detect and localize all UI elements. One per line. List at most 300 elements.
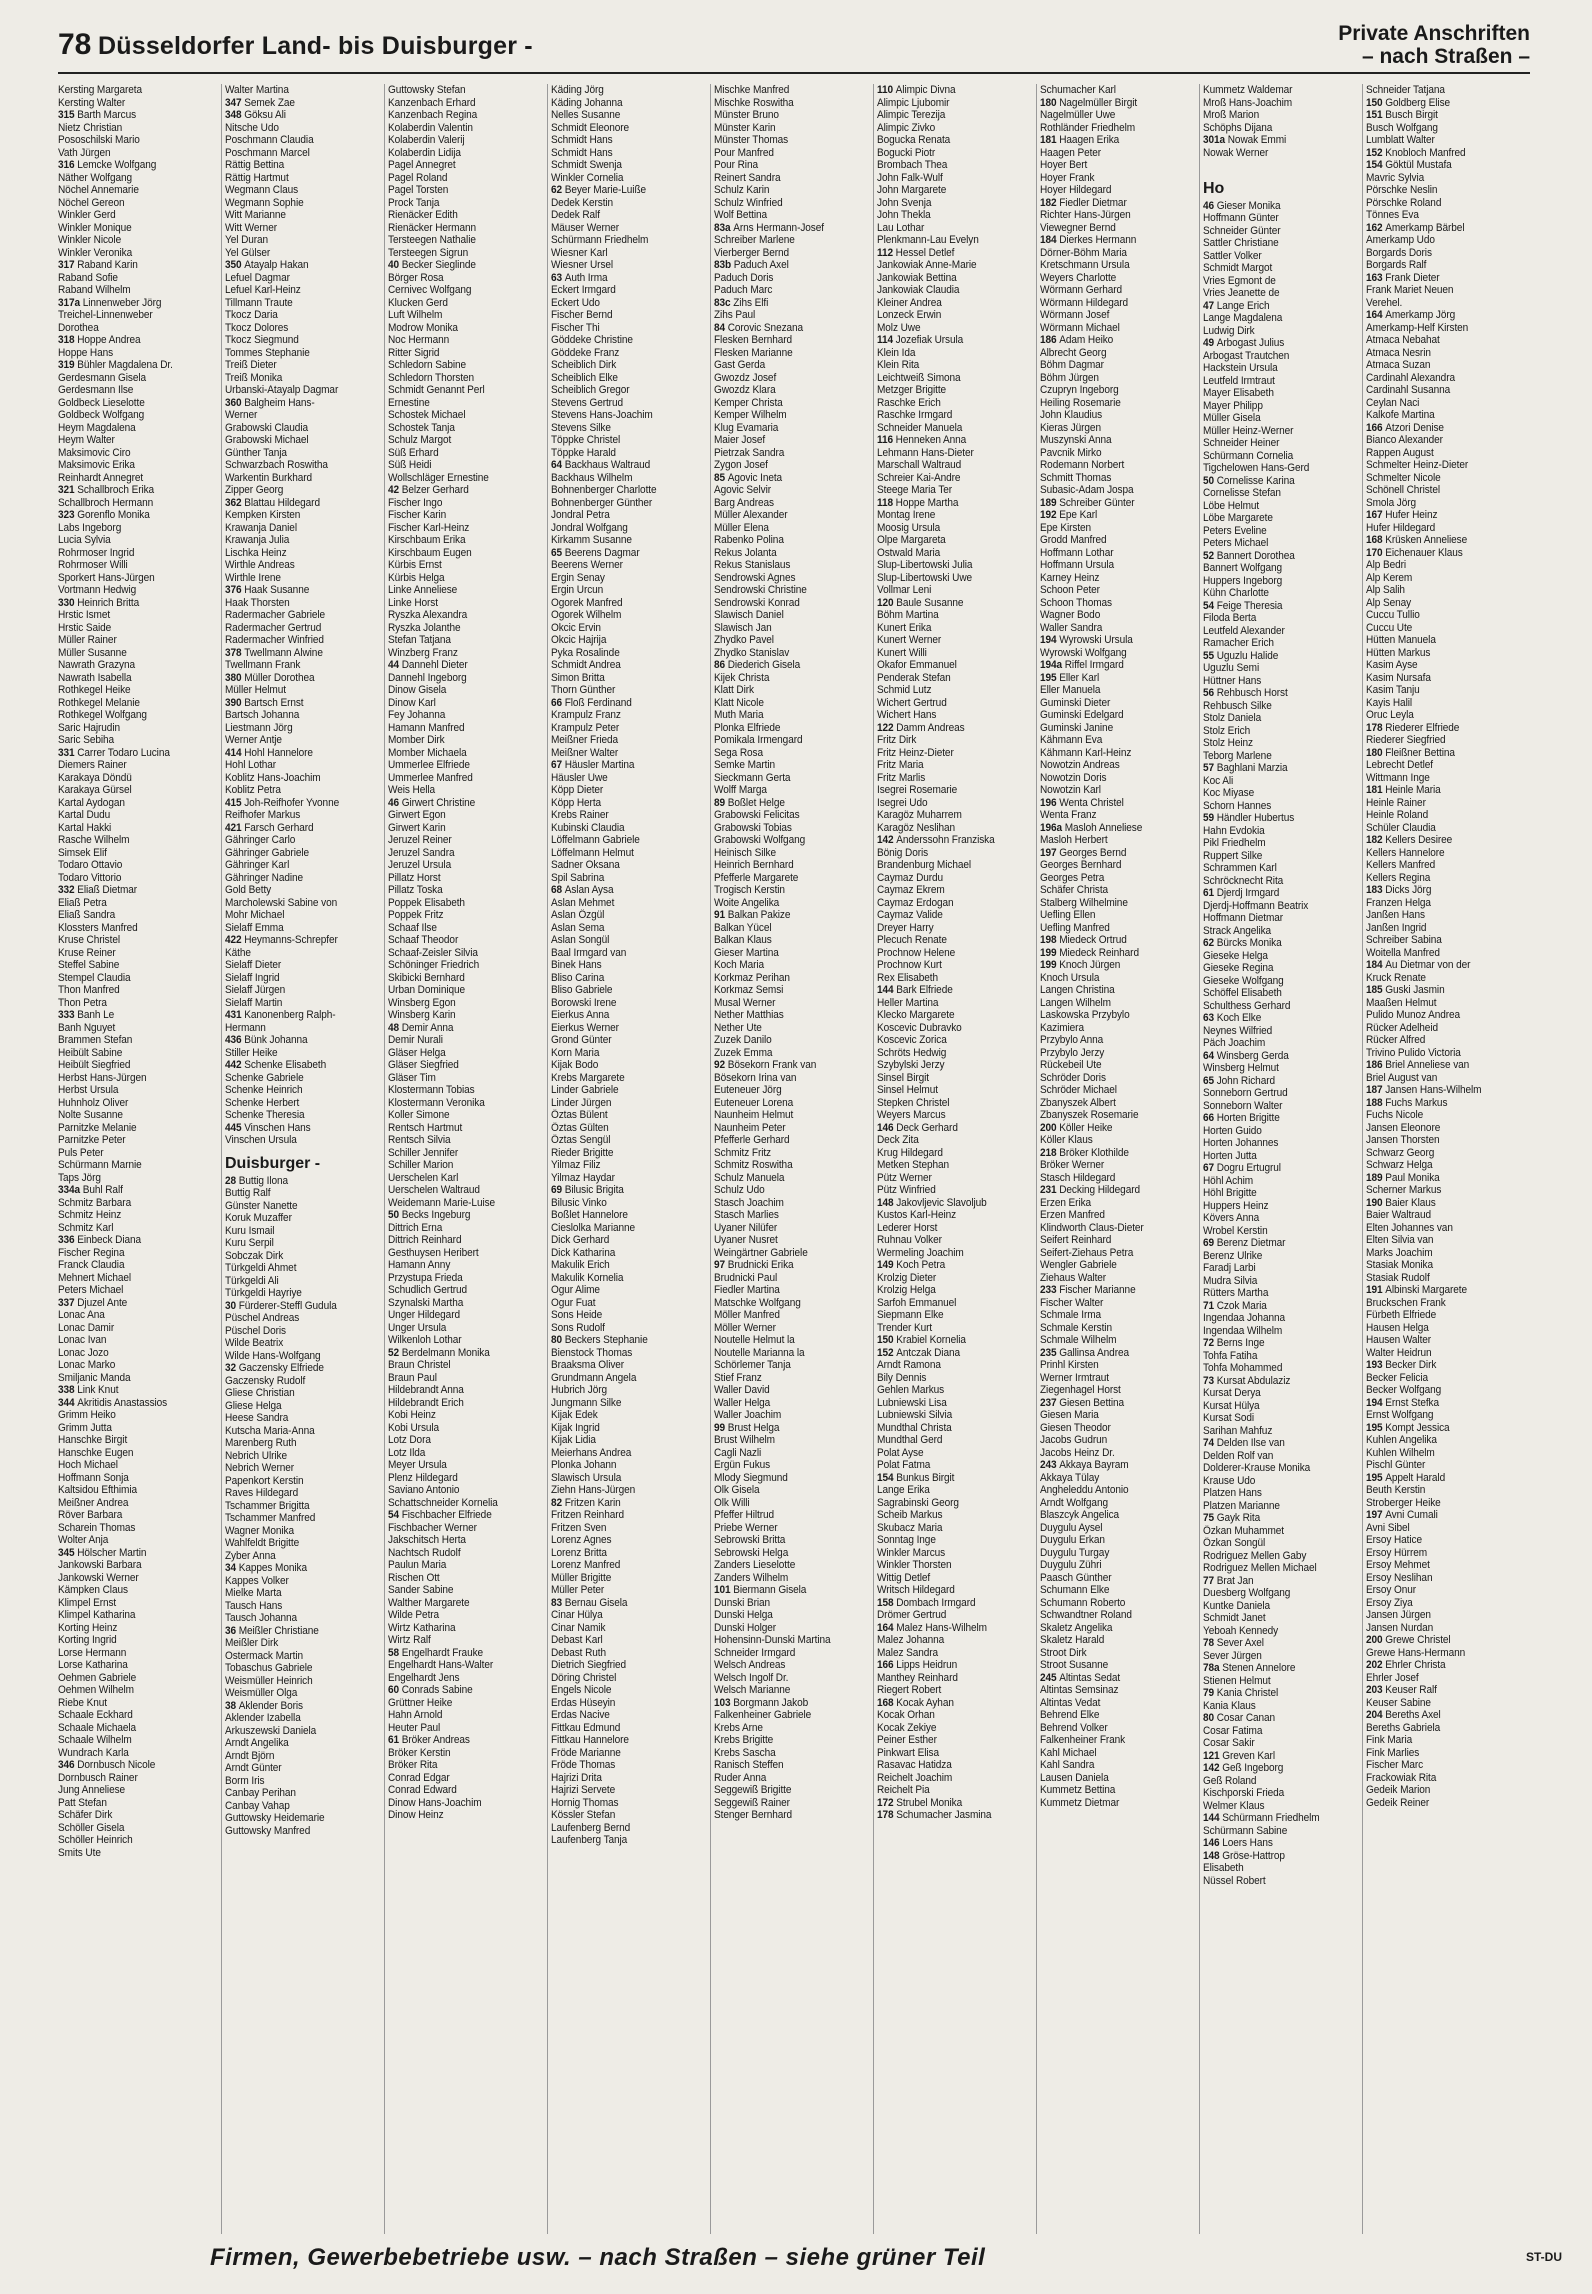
resident-name: Isegrei Udo <box>877 796 928 809</box>
resident-name: Pfefferle Gerhard <box>714 1134 790 1146</box>
resident-name: Winkler Monique <box>58 221 132 234</box>
resident-name: Atmaca Suzan <box>1366 359 1431 371</box>
resident-name: Smits Ute <box>58 1846 101 1859</box>
directory-entry <box>225 1475 381 1488</box>
resident-name: Hahn Arnold <box>388 1709 443 1721</box>
directory-entry <box>225 947 381 960</box>
directory-entry <box>1040 1734 1196 1747</box>
house-number: 178 <box>877 1809 894 1821</box>
resident-name: Stempel Claudia <box>58 971 131 984</box>
resident-name: Nietz Christian <box>58 121 123 134</box>
resident-name: Maksimovic Erika <box>58 459 135 471</box>
resident-name: Sielaff Emma <box>225 921 284 934</box>
directory-entry <box>1366 1184 1522 1197</box>
directory-entry <box>1203 750 1359 763</box>
resident-name: Türkgeldi Ahmet <box>225 1262 297 1274</box>
directory-entry <box>714 1147 870 1160</box>
resident-name: Stroberger Heike <box>1366 1496 1441 1509</box>
directory-entry <box>225 247 381 260</box>
resident-name: Jacobs Heinz Dr. <box>1040 1446 1115 1459</box>
resident-name: Jansen Jürgen <box>1366 1609 1431 1621</box>
directory-entry <box>388 97 544 110</box>
directory-entry <box>58 1459 216 1472</box>
directory-entry <box>1203 109 1359 122</box>
directory-entry <box>58 1659 216 1672</box>
directory-entry <box>388 647 544 660</box>
resident-name: Langen Christina <box>1040 984 1115 996</box>
resident-name: Bernau Gisela <box>564 1596 628 1609</box>
directory-entry <box>1366 159 1522 172</box>
directory-entry <box>714 1109 870 1122</box>
directory-entry <box>225 684 381 697</box>
directory-entry <box>1366 1584 1522 1597</box>
directory-entry <box>58 1772 216 1785</box>
directory-entry <box>714 1609 870 1622</box>
resident-name: Cardinahl Susanna <box>1366 384 1451 396</box>
directory-entry <box>1040 1084 1196 1097</box>
resident-name: Schmitz Roswitha <box>714 1159 793 1171</box>
directory-entry <box>1203 987 1359 1000</box>
resident-name: Nachtsch Rudolf <box>388 1546 461 1559</box>
resident-name: Skaletz Harald <box>1040 1634 1105 1646</box>
directory-entry <box>58 234 216 247</box>
directory-entry <box>388 284 544 297</box>
resident-name: John Klaudius <box>1040 409 1103 421</box>
resident-name: Lemcke Wolfgang <box>77 159 157 171</box>
resident-name: Dietrich Siegfried <box>551 1659 627 1671</box>
resident-name: Gallinsa Andrea <box>1059 1346 1129 1359</box>
directory-entry <box>388 1034 544 1047</box>
resident-name: Poppek Elisabeth <box>388 896 465 909</box>
resident-name: Pagel Annegret <box>388 159 456 171</box>
directory-entry <box>1366 1559 1522 1572</box>
directory-entry <box>714 609 870 622</box>
resident-name: Walter Heidrun <box>1366 1346 1432 1359</box>
directory-entry <box>714 97 870 110</box>
resident-name: Hanschke Birgit <box>58 1434 128 1446</box>
resident-name: Maaßen Helmut <box>1366 996 1437 1009</box>
resident-name: Sadner Oksana <box>551 859 620 871</box>
resident-name: Schostek Michael <box>388 409 466 421</box>
resident-name: Lumblatt Walter <box>1366 134 1435 146</box>
resident-name: Oruc Leyla <box>1366 709 1414 721</box>
resident-name: Ersoy Hatice <box>1366 1534 1422 1546</box>
resident-name: Koscevic Dubravko <box>877 1021 962 1034</box>
resident-name: Balkan Pakize <box>727 909 791 921</box>
directory-entry <box>551 1597 707 1610</box>
directory-entry <box>1040 1047 1196 1060</box>
directory-entry <box>714 547 870 560</box>
directory-entry <box>877 1247 1033 1260</box>
directory-entry <box>714 1184 870 1197</box>
directory-entry <box>1203 475 1359 488</box>
directory-entry <box>714 1259 870 1272</box>
resident-name: Wiesner Karl <box>551 246 608 259</box>
directory-entry <box>1203 212 1359 225</box>
resident-name: Winsberg Gerda <box>1216 1049 1289 1062</box>
resident-name: Pütz Winfried <box>877 1184 936 1196</box>
directory-entry <box>551 1497 707 1510</box>
resident-name: Kasim Ayse <box>1366 659 1418 671</box>
directory-entry <box>1203 875 1359 888</box>
house-number: 83a <box>714 221 731 234</box>
resident-name: Kanzenbach Regina <box>388 109 478 121</box>
directory-entry <box>225 1762 381 1775</box>
directory-entry <box>551 1834 707 1847</box>
directory-entry <box>58 1047 216 1060</box>
resident-name: Wenta Franz <box>1040 809 1097 821</box>
directory-entry <box>225 984 381 997</box>
resident-name: Beckers Stephanie <box>564 1334 648 1346</box>
resident-name: Hoyer Hildegard <box>1040 184 1112 196</box>
directory-entry <box>1040 947 1196 960</box>
resident-name: Häusler Martina <box>564 759 635 771</box>
resident-name: Leichtweiß Simona <box>877 371 961 384</box>
directory-entry <box>1366 1447 1522 1460</box>
directory-entry <box>388 259 544 272</box>
resident-name: Krebs Brigitte <box>714 1734 774 1746</box>
resident-name: Vries Jeanette de <box>1203 287 1280 299</box>
directory-entry <box>1203 1162 1359 1175</box>
directory-entry <box>58 347 216 360</box>
directory-entry <box>1040 209 1196 222</box>
directory-entry <box>388 722 544 735</box>
resident-name: Kummetz Dietmar <box>1040 1796 1120 1809</box>
resident-name: Noc Hermann <box>388 334 450 346</box>
house-number: 78 <box>1203 1637 1215 1649</box>
directory-entry <box>58 459 216 472</box>
resident-name: Puls Peter <box>58 1146 104 1159</box>
directory-entry <box>1203 1137 1359 1150</box>
directory-entry <box>877 1759 1033 1772</box>
resident-name: Weyers Charlotte <box>1040 271 1117 284</box>
directory-entry <box>1040 347 1196 360</box>
resident-name: Fürderer-Steffl Gudula <box>238 1299 337 1312</box>
resident-name: Wörmann Josef <box>1040 309 1110 321</box>
resident-name: Bianco Alexander <box>1366 434 1443 446</box>
directory-entry <box>877 109 1033 122</box>
directory-entry <box>388 1384 544 1397</box>
directory-entry <box>388 1409 544 1422</box>
resident-name: Geß Roland <box>1203 1774 1257 1787</box>
resident-name: Braaksma Oliver <box>551 1359 625 1371</box>
resident-name: Schneider Tatjana <box>1366 84 1445 96</box>
directory-entry <box>1040 1234 1196 1247</box>
directory-entry <box>58 184 216 197</box>
directory-entry <box>58 197 216 210</box>
directory-entry <box>1203 200 1359 213</box>
resident-name: Döring Christel <box>551 1671 617 1684</box>
resident-name: Oehmen Gabriele <box>58 1671 137 1684</box>
resident-name: Slawisch Daniel <box>714 609 784 621</box>
directory-entry <box>1203 1275 1359 1288</box>
directory-entry <box>877 547 1033 560</box>
resident-name: Djerdj Irmgard <box>1216 887 1280 899</box>
resident-name: Cardinahl Alexandra <box>1366 371 1455 384</box>
directory-entry <box>714 622 870 635</box>
directory-entry <box>877 522 1033 535</box>
directory-entry <box>388 1809 544 1822</box>
resident-name: Simsek Elif <box>58 846 107 859</box>
resident-name: Mäuser Werner <box>551 221 620 234</box>
directory-entry <box>551 1259 707 1272</box>
resident-name: Dannehl Dieter <box>401 659 468 671</box>
resident-name: Raband Wilhelm <box>58 284 131 296</box>
resident-name: Gieser Martina <box>714 946 779 959</box>
directory-entry <box>58 822 216 835</box>
resident-name: Steffel Sabine <box>58 959 120 971</box>
resident-name: Baule Susanne <box>896 596 964 609</box>
directory-entry <box>714 259 870 272</box>
resident-name: Grodd Manfred <box>1040 534 1107 546</box>
resident-name: Polat Fatma <box>877 1459 931 1471</box>
directory-entry <box>1366 322 1522 335</box>
directory-entry <box>225 222 381 235</box>
directory-entry <box>877 647 1033 660</box>
directory-entry <box>714 1559 870 1572</box>
directory-entry <box>1366 1684 1522 1697</box>
resident-name: Pulido Munoz Andrea <box>1366 1009 1461 1021</box>
directory-entry <box>877 759 1033 772</box>
resident-name: Sonntag Inge <box>877 1534 936 1546</box>
directory-entry <box>225 697 381 710</box>
resident-name: Gieseke Wolfgang <box>1203 974 1284 987</box>
house-number: 62 <box>1203 937 1215 949</box>
resident-name: Uguzlu Halide <box>1216 649 1279 662</box>
directory-entry <box>551 422 707 435</box>
directory-entry <box>714 484 870 497</box>
directory-entry <box>388 397 544 410</box>
directory-entry <box>225 297 381 310</box>
directory-entry <box>388 959 544 972</box>
directory-entry <box>225 897 381 910</box>
house-number: 200 <box>1040 1121 1057 1134</box>
resident-name: Aslan Aysa <box>564 884 614 896</box>
house-number: 78a <box>1203 1662 1220 1674</box>
directory-entry <box>225 972 381 985</box>
directory-entry <box>551 1234 707 1247</box>
resident-name: Heibült Siegfried <box>58 1059 131 1071</box>
resident-name: Gähringer Karl <box>225 859 290 871</box>
house-number: 56 <box>1203 687 1215 699</box>
resident-name: Szynalski Martha <box>388 1296 464 1309</box>
directory-entry <box>1040 847 1196 860</box>
resident-name: Hanschke Eugen <box>58 1446 134 1459</box>
resident-name: Schallbroch Hermann <box>58 496 154 509</box>
house-number: 64 <box>551 459 563 471</box>
resident-name: Duygulu Zühri <box>1040 1559 1102 1571</box>
resident-name: Hoffmann Sonja <box>58 1471 129 1484</box>
directory-entry <box>1203 1662 1359 1675</box>
directory-entry <box>1040 997 1196 1010</box>
directory-entry <box>714 1734 870 1747</box>
resident-name: Horten Brigitte <box>1216 1112 1280 1124</box>
directory-entry <box>1366 1334 1522 1347</box>
resident-name: Vinschen Ursula <box>225 1134 297 1146</box>
resident-name: Raband Sofie <box>58 271 118 284</box>
house-number: 122 <box>877 721 894 734</box>
resident-name: Belzer Gerhard <box>401 484 469 496</box>
directory-entry <box>714 209 870 222</box>
directory-entry <box>388 322 544 335</box>
directory-entry <box>877 709 1033 722</box>
directory-entry <box>1040 1697 1196 1710</box>
directory-entry <box>877 859 1033 872</box>
directory-entry <box>714 1222 870 1235</box>
directory-entry <box>1203 562 1359 575</box>
directory-entry <box>388 1497 544 1510</box>
resident-name: Schoon Peter <box>1040 584 1100 596</box>
directory-entry <box>877 1047 1033 1060</box>
directory-entry <box>714 309 870 322</box>
house-number: 83c <box>714 296 731 309</box>
directory-entry <box>388 1347 544 1360</box>
resident-name: Krawanja Daniel <box>225 521 297 534</box>
resident-name: Delden Ilse van <box>1216 1437 1285 1449</box>
resident-name: Georges Bernd <box>1059 846 1127 859</box>
resident-name: Conrad Edward <box>388 1784 457 1796</box>
resident-name: Nawrath Isabella <box>58 671 132 684</box>
directory-entry <box>388 1722 544 1735</box>
resident-name: Lefuel Karl-Heinz <box>225 284 301 296</box>
directory-entry <box>1203 675 1359 688</box>
resident-name: Buttig Ilona <box>238 1174 289 1187</box>
directory-entry <box>1366 1434 1522 1447</box>
resident-name: Nawrath Grazyna <box>58 659 136 671</box>
directory-entry <box>1040 1297 1196 1310</box>
directory-entry <box>388 1222 544 1235</box>
directory-entry <box>714 634 870 647</box>
resident-name: Wrobel Kerstin <box>1203 1224 1268 1237</box>
directory-entry <box>58 372 216 385</box>
directory-entry <box>1366 1397 1522 1410</box>
resident-name: Kania Christel <box>1216 1687 1279 1699</box>
resident-name: Becker Sieglinde <box>401 259 476 271</box>
resident-name: Grundmann Angela <box>551 1371 637 1384</box>
resident-name: Cosar Fatima <box>1203 1724 1263 1737</box>
directory-entry <box>1366 622 1522 635</box>
resident-name: Balkan Klaus <box>714 934 772 946</box>
resident-name: Noutelle Helmut la <box>714 1334 795 1346</box>
directory-entry <box>58 297 216 310</box>
directory-entry <box>714 159 870 172</box>
directory-entry <box>1366 722 1522 735</box>
directory-entry <box>1366 572 1522 585</box>
house-number: 203 <box>1366 1684 1383 1696</box>
directory-entry <box>225 1550 381 1563</box>
resident-name: Boßlet Hannelore <box>551 1209 628 1221</box>
resident-name: Schumacher Jasmina <box>896 1809 992 1821</box>
resident-name: Olk Willi <box>714 1496 750 1509</box>
resident-name: Saviano Antonio <box>388 1484 460 1496</box>
resident-name: Kijak Edek <box>551 1409 598 1421</box>
resident-name: Kahl Sandra <box>1040 1759 1095 1771</box>
directory-entry <box>58 397 216 410</box>
directory-entry <box>877 497 1033 510</box>
resident-name: Tschammer Brigitta <box>225 1499 310 1512</box>
directory-entry <box>877 197 1033 210</box>
directory-entry <box>58 484 216 497</box>
house-number: 315 <box>58 109 75 121</box>
directory-entry <box>388 1697 544 1710</box>
resident-name: Löffelmann Gabriele <box>551 834 640 846</box>
resident-name: Thon Petra <box>58 996 107 1009</box>
resident-name: Dittrich Reinhard <box>388 1234 462 1246</box>
resident-name: Stalberg Wilhelmine <box>1040 896 1128 909</box>
resident-name: Peiner Esther <box>877 1734 937 1746</box>
resident-name: Krebs Rainer <box>551 809 609 821</box>
directory-entry <box>877 1497 1033 1510</box>
house-number: 54 <box>388 1509 400 1521</box>
directory-entry <box>551 284 707 297</box>
directory-entry <box>58 847 216 860</box>
directory-entry <box>551 472 707 485</box>
directory-entry <box>1040 484 1196 497</box>
resident-name: Stevens Silke <box>551 421 611 434</box>
resident-name: Nöchel Annemarie <box>58 184 139 196</box>
resident-name: Schöffel Elisabeth <box>1203 987 1282 999</box>
directory-entry <box>551 1134 707 1147</box>
resident-name: Hütten Markus <box>1366 646 1431 659</box>
resident-name: Jankowiak Claudia <box>877 284 960 296</box>
resident-name: Antczak Diana <box>896 1346 960 1359</box>
resident-name: Winkler Veronika <box>58 246 133 259</box>
resident-name: Jeruzel Ursula <box>388 859 452 871</box>
resident-name: Laskowska Przybylo <box>1040 1009 1130 1021</box>
directory-entry <box>877 1259 1033 1272</box>
directory-entry <box>225 322 381 335</box>
resident-name: Böhm Martina <box>877 609 939 621</box>
resident-name: Momber Dirk <box>388 734 445 746</box>
resident-name: Kijek Christa <box>714 671 770 684</box>
directory-entry <box>1366 1797 1522 1810</box>
directory-entry <box>877 747 1033 760</box>
directory-entry <box>1203 1237 1359 1250</box>
house-number: 55 <box>1203 649 1215 662</box>
resident-name: Cosar Canan <box>1216 1712 1276 1724</box>
directory-entry <box>1366 1622 1522 1635</box>
directory-entry <box>225 859 381 872</box>
directory-entry <box>877 1647 1033 1660</box>
directory-entry <box>551 1072 707 1085</box>
resident-name: Wilde Hans-Wolfgang <box>225 1349 321 1362</box>
directory-entry <box>225 359 381 372</box>
resident-name: Kappes Volker <box>225 1574 289 1587</box>
footer-note: Firmen, Gewerbebetriebe usw. – nach Straßen – siehe grüner Teil <box>210 2244 986 2271</box>
resident-name: Klimpel Ernst <box>58 1596 117 1609</box>
directory-entry <box>58 122 216 135</box>
house-number: 195 <box>1040 671 1057 684</box>
resident-name: Skubacz Maria <box>877 1521 943 1534</box>
house-number: 331 <box>58 746 75 759</box>
resident-name: Stasch Marlies <box>714 1209 779 1221</box>
resident-name: Bartsch Johanna <box>225 709 300 721</box>
directory-entry <box>1366 947 1522 960</box>
resident-name: Frank Dieter <box>1385 271 1440 284</box>
directory-entry <box>877 1684 1033 1697</box>
resident-name: Malez Johanna <box>877 1634 945 1646</box>
resident-name: Guttowsky Stefan <box>388 84 466 96</box>
resident-name: Hildebrandt Anna <box>388 1384 464 1396</box>
directory-entry <box>1366 447 1522 460</box>
directory-entry <box>58 597 216 610</box>
resident-name: Korting Heinz <box>58 1621 118 1634</box>
directory-entry <box>551 1109 707 1122</box>
resident-name: Atmaca Nesrin <box>1366 346 1431 359</box>
resident-name: Reinert Sandra <box>714 171 781 184</box>
directory-entry <box>877 1609 1033 1622</box>
directory-entry <box>1366 1022 1522 1035</box>
